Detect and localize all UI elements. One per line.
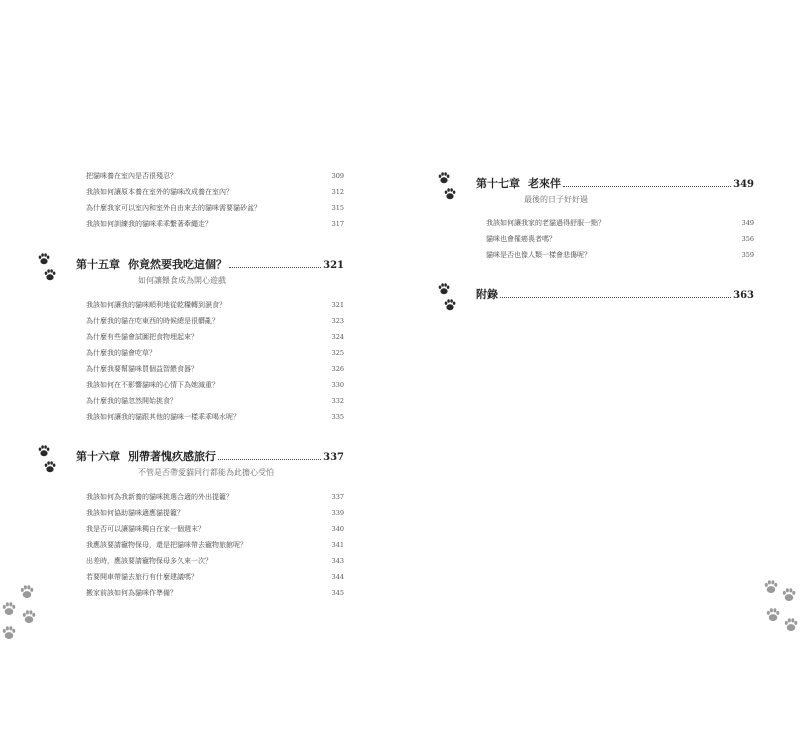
- toc-entry[interactable]: 把貓咪養在室內是否很殘忍？ 309: [86, 172, 344, 180]
- paw-print-icon: [756, 578, 800, 648]
- toc-entry[interactable]: 搬家前該如何為貓咪作準備？ 345: [86, 589, 344, 597]
- toc-entry[interactable]: 為什麼我要幫貓咪買個益智餵食器？ 326: [86, 365, 344, 373]
- appendix: [476, 286, 754, 302]
- chapter-page: 321: [323, 260, 344, 271]
- intro-entries: [86, 171, 344, 235]
- chapter-subtitle: 不管是否帶愛貓同行都能為此擔心受怕: [138, 468, 274, 477]
- chapter-number: 第十七章: [476, 177, 520, 190]
- chapter-title: 別帶著愧疚感旅行: [128, 450, 216, 463]
- right-page-toc: [476, 175, 754, 302]
- paw-print-icon: [38, 253, 58, 289]
- toc-entry[interactable]: 我該如何讓我的貓跟其他的貓咪一樣乖乖喝水呢？ 335: [86, 413, 344, 421]
- toc-entry[interactable]: 我該如何訓練我的貓咪乖乖繫著牽繩走？ 317: [86, 220, 344, 228]
- leader-dots: [500, 296, 731, 298]
- appendix-page: 363: [733, 290, 754, 301]
- toc-entry[interactable]: 我該如何為我新養的貓咪挑選合適的外出提籠？ 337: [86, 493, 344, 501]
- left-page-toc: [76, 171, 344, 604]
- chapter-16-entries: [86, 492, 344, 604]
- chapter-17: [476, 175, 754, 213]
- toc-entry[interactable]: 為什麼我家可以室內和室外自由來去的貓咪需要貓砂盆？ 315: [86, 204, 344, 212]
- toc-entry[interactable]: 我應該要請寵物保母，還是把貓咪帶去寵物旅館呢？ 341: [86, 541, 344, 549]
- toc-entry[interactable]: 我該如何讓原本養在室外的貓咪改成養在室內？ 312: [86, 188, 344, 196]
- leader-dots: [229, 266, 321, 268]
- toc-entry[interactable]: 我該如何讓我的貓咪順利地從乾糧轉到濕食？ 321: [86, 301, 344, 309]
- chapter-number: 第十六章: [76, 450, 120, 463]
- toc-entry[interactable]: 我是否可以讓貓咪獨自在家一個週末？ 340: [86, 525, 344, 533]
- chapter-title: 你竟然要我吃這個？: [128, 258, 227, 271]
- toc-entry[interactable]: 貓咪是否也像人類一樣會悲傷呢？ 359: [486, 251, 754, 259]
- toc-entry[interactable]: 出差時，應該要請寵物保母多久來一次？ 343: [86, 557, 344, 565]
- chapter-page: 349: [733, 179, 754, 190]
- paw-print-icon: [438, 283, 458, 319]
- chapter-15: [76, 256, 344, 294]
- leader-dots: [218, 458, 321, 460]
- leader-dots: [563, 185, 731, 187]
- chapter-heading[interactable]: [476, 286, 754, 302]
- chapter-heading[interactable]: [76, 256, 344, 272]
- chapter-heading[interactable]: [476, 175, 754, 191]
- toc-entry[interactable]: 為什麼有些貓會試圖把食物埋起來？ 324: [86, 333, 344, 341]
- chapter-page: 337: [323, 452, 344, 463]
- chapter-title: 老來伴: [528, 177, 561, 190]
- chapter-number: 第十五章: [76, 258, 120, 271]
- paw-print-icon: [0, 580, 45, 650]
- toc-entry[interactable]: 我該如何協助貓咪適應貓提籠？ 339: [86, 509, 344, 517]
- toc-entry[interactable]: 我該如何讓我家的老貓過得舒服一點？ 349: [486, 219, 754, 227]
- chapter-heading[interactable]: [76, 448, 344, 464]
- chapter-16: [76, 448, 344, 486]
- toc-entry[interactable]: 為什麼我的貓在吃東西的時候總是很髒亂？ 323: [86, 317, 344, 325]
- chapter-17-entries: [486, 218, 754, 266]
- paw-print-icon: [438, 172, 458, 208]
- toc-entry[interactable]: 為什麼我的貓忽然開始挑食？ 332: [86, 397, 344, 405]
- toc-entry[interactable]: 若要開車帶貓去旅行有什麼建議嗎？ 344: [86, 573, 344, 581]
- toc-entry[interactable]: 貓咪也會罹癌喪者嗎？ 356: [486, 235, 754, 243]
- toc-entry[interactable]: 我該如何在不影響貓咪的心情下為她減重？ 330: [86, 381, 344, 389]
- toc-entry[interactable]: 為什麼我的貓會吃草？ 325: [86, 349, 344, 357]
- chapter-15-entries: [86, 300, 344, 428]
- paw-print-icon: [38, 445, 58, 481]
- chapter-subtitle: 最後的日子好好過: [524, 195, 588, 204]
- appendix-title: 附錄: [476, 288, 498, 301]
- chapter-subtitle: 如何讓餵食成為開心遊戲: [138, 276, 226, 285]
